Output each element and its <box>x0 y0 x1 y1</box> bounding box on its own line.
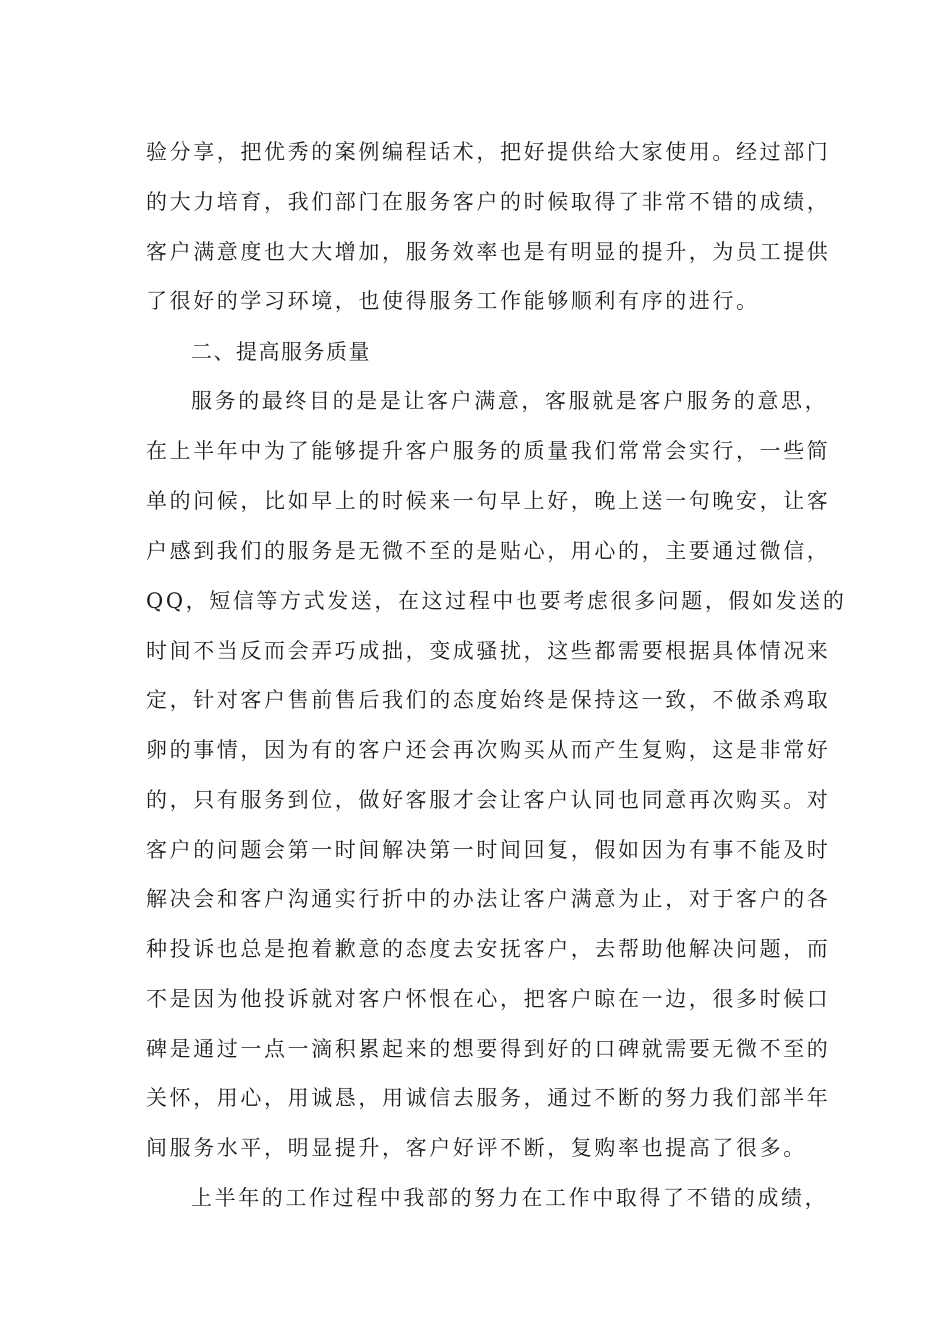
text-line: QQ，短信等方式发送，在这过程中也要考虑很多问题，假如发送的 <box>146 589 847 613</box>
text-line: 种投诉也总是抱着歉意的态度去安抚客户，去帮助他解决问题，而 <box>146 937 831 961</box>
text-line: 关怀，用心，用诚恳，用诚信去服务，通过不断的努力我们部半年 <box>146 1086 831 1110</box>
text-line: 定，针对客户售前售后我们的态度始终是保持这一致，不做杀鸡取 <box>146 688 831 712</box>
text-line: 验分享，把优秀的案例编程话术，把好提供给大家使用。经过部门 <box>146 140 831 164</box>
text-line: 了很好的学习环境，也使得服务工作能够顺利有序的进行。 <box>146 289 760 313</box>
text-line: 户感到我们的服务是无微不至的是贴心，用心的，主要通过微信， <box>146 539 831 563</box>
text-line: 间服务水平，明显提升，客户好评不断，复购率也提高了很多。 <box>146 1136 807 1160</box>
text-line: 客户满意度也大大增加，服务效率也是有明显的提升，为员工提供 <box>146 240 831 264</box>
text-line: 解决会和客户沟通实行折中的办法让客户满意为止，对于客户的各 <box>146 887 831 911</box>
paragraph-first-line: 上半年的工作过程中我部的努力在工作中取得了不错的成绩， <box>191 1186 829 1210</box>
section-heading: 二、提高服务质量 <box>191 340 371 364</box>
text-line: 在上半年中为了能够提升客户服务的质量我们常常会实行，一些简 <box>146 439 831 463</box>
text-line: 碑是通过一点一滴积累起来的想要得到好的口碑就需要无微不至的 <box>146 1037 831 1061</box>
text-line: 的，只有服务到位，做好客服才会让客户认同也同意再次购买。对 <box>146 788 831 812</box>
paragraph-first-line: 服务的最终目的是是让客户满意，客服就是客户服务的意思， <box>191 389 829 413</box>
text-line: 客户的问题会第一时间解决第一时间回复，假如因为有事不能及时 <box>146 838 831 862</box>
text-line: 时间不当反而会弄巧成拙，变成骚扰，这些都需要根据具体情况来 <box>146 639 831 663</box>
text-line: 的大力培育，我们部门在服务客户的时候取得了非常不错的成绩， <box>146 190 831 214</box>
text-line: 卵的事情，因为有的客户还会再次购买从而产生复购，这是非常好 <box>146 738 831 762</box>
text-line: 单的问候，比如早上的时候来一句早上好，晚上送一句晚安，让客 <box>146 489 831 513</box>
text-line: 不是因为他投诉就对客户怀恨在心，把客户晾在一边，很多时候口 <box>146 987 831 1011</box>
